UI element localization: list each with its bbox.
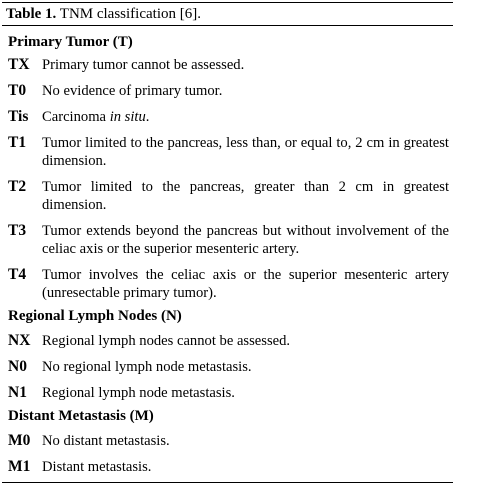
table-caption-text: TNM classification [6]. (56, 6, 201, 22)
table-caption (2, 2, 453, 26)
row-code: M0 (8, 432, 31, 449)
row-description: Regional lymph node metastasis. (42, 385, 235, 401)
row-description-after: . (145, 109, 150, 125)
section-title-regional-lymph-nodes: Regional Lymph Nodes (N) (8, 308, 182, 324)
row-description: Tumor limited to the pancreas, less than, or equal to, 2 cm in greatest dimension. (42, 135, 449, 169)
row-code: T3 (8, 222, 27, 239)
table-row (2, 56, 453, 74)
table-row (2, 134, 453, 170)
table-row (2, 178, 453, 214)
table-row (2, 266, 453, 302)
table-row (2, 82, 453, 100)
table-row (2, 222, 453, 258)
table-row (2, 108, 453, 126)
row-code: NX (8, 332, 31, 349)
section-title-distant-metastasis: Distant Metastasis (M) (8, 408, 154, 424)
row-code: TX (8, 56, 30, 73)
section-title-primary-tumor: Primary Tumor (T) (8, 34, 133, 50)
table-row (2, 332, 453, 350)
table-row (2, 358, 453, 376)
row-description: Primary tumor cannot be assessed. (42, 57, 245, 73)
row-description (42, 108, 453, 126)
row-description: No regional lymph node metastasis. (42, 359, 252, 375)
row-description: Tumor limited to the pancreas, greater than 2 cm in greatest dimension. (42, 179, 449, 213)
table-row (2, 432, 453, 450)
row-code: T1 (8, 134, 27, 151)
row-description: No evidence of primary tumor. (42, 83, 223, 99)
table-caption-label: Table 1. (6, 6, 57, 22)
row-code: M1 (8, 458, 31, 475)
row-description: Distant metastasis. (42, 459, 152, 475)
row-description: Tumor involves the celiac axis or the superior mesenteric artery (unresectable primary tumor). (42, 267, 449, 301)
row-description: Tumor extends beyond the pancreas but without involvement of the celiac axis or the superior mesenteric artery. (42, 223, 449, 257)
row-description-text: Carcinoma (42, 109, 110, 125)
row-code: T2 (8, 178, 27, 195)
table-row (2, 384, 453, 402)
row-description: Regional lymph nodes cannot be assessed. (42, 333, 291, 349)
table-row (2, 458, 453, 476)
row-description: No distant metastasis. (42, 433, 170, 449)
row-code: N0 (8, 358, 27, 375)
row-code: T4 (8, 266, 27, 283)
tnm-table (2, 2, 453, 476)
row-code: Tis (8, 108, 29, 125)
row-description-italic: in situ (109, 109, 146, 125)
row-code: N1 (8, 384, 27, 401)
table-bottom-rule (2, 482, 453, 483)
row-code: T0 (8, 82, 27, 99)
